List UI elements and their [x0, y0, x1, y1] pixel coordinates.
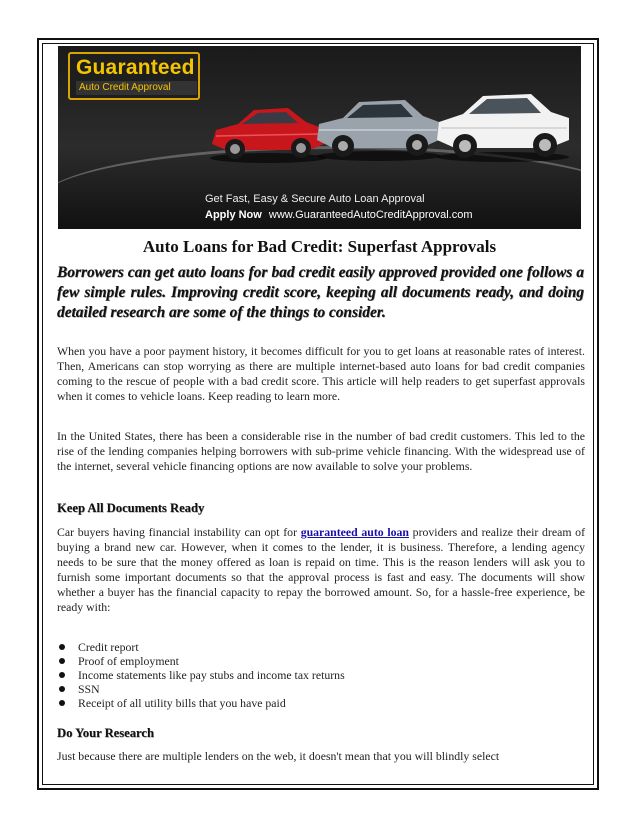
list-item: SSN	[57, 682, 577, 696]
list-item: Receipt of all utility bills that you have paid	[57, 696, 577, 710]
list-item: Credit report	[57, 640, 577, 654]
banner-url[interactable]: www.GuaranteedAutoCreditApproval.com	[268, 209, 473, 221]
red-car-image	[208, 100, 326, 164]
white-car-image	[433, 84, 573, 164]
article-lead: Borrowers can get auto loans for bad credit easily approved provided one follows a few simple rules. Improving credit score, keeping all documents ready, and doing detailed research are some of the things to consider.	[57, 264, 584, 321]
list-item: Proof of employment	[57, 654, 577, 668]
silver-car-image	[313, 90, 443, 162]
brand-logo	[68, 52, 200, 100]
paragraph-us-context: In the United States, there has been a considerable rise in the number of bad credit customers. This led to the rise of the lending companies helping borrowers with sub-prime vehicle financing. With the widespread use of the internet, several vehicle financing options are now available to solve your problems.	[57, 429, 585, 473]
article-title: Auto Loans for Bad Credit: Superfast Approvals	[142, 237, 497, 256]
heading-keep-documents: Keep All Documents Ready	[57, 501, 205, 515]
paragraph-intro: When you have a poor payment history, it becomes difficult for you to get loans at reasonable rates of interest. Then, Americans can stop worrying as there are multiple internet-based auto loans for bad credit companies coming to the rescue of people with a bad credit score. This article will help readers to get superfast approvals when it comes to vehicle loans. Keep reading to learn more.	[57, 344, 585, 403]
p3-text-before: Car buyers having financial instability can opt for	[57, 525, 297, 539]
logo-subtitle: Auto Credit Approval	[76, 81, 197, 95]
logo-title: Guaranteed	[76, 56, 195, 79]
guaranteed-auto-loan-link[interactable]: guaranteed auto loan	[300, 525, 409, 539]
paragraph-research: Just because there are multiple lenders on the web, it doesn't mean that you will blindly select	[57, 749, 500, 763]
list-item: Income statements like pay stubs and income tax returns	[57, 668, 577, 682]
paragraph-documents	[57, 525, 585, 615]
header-banner[interactable]	[58, 46, 581, 229]
banner-tagline: Get Fast, Easy & Secure Auto Loan Approval	[205, 193, 425, 205]
p3-text-after: providers and realize their dream of buying a brand new car. However, when it comes to the lender, it is business. Therefore, a lending agency needs to be sure that the money offered as loan is repaid on time. This is the reason lenders will ask you to furnish some important documents so that the approval process is fast and easy. The documents will show whether a buyer has the financial capacity to repay the borrowed amount. So, for a hassle-free experience, be ready with:	[57, 525, 586, 614]
heading-do-research: Do Your Research	[57, 726, 155, 740]
documents-list	[57, 640, 577, 710]
banner-apply	[205, 209, 473, 221]
apply-now-label: Apply Now	[205, 209, 262, 221]
